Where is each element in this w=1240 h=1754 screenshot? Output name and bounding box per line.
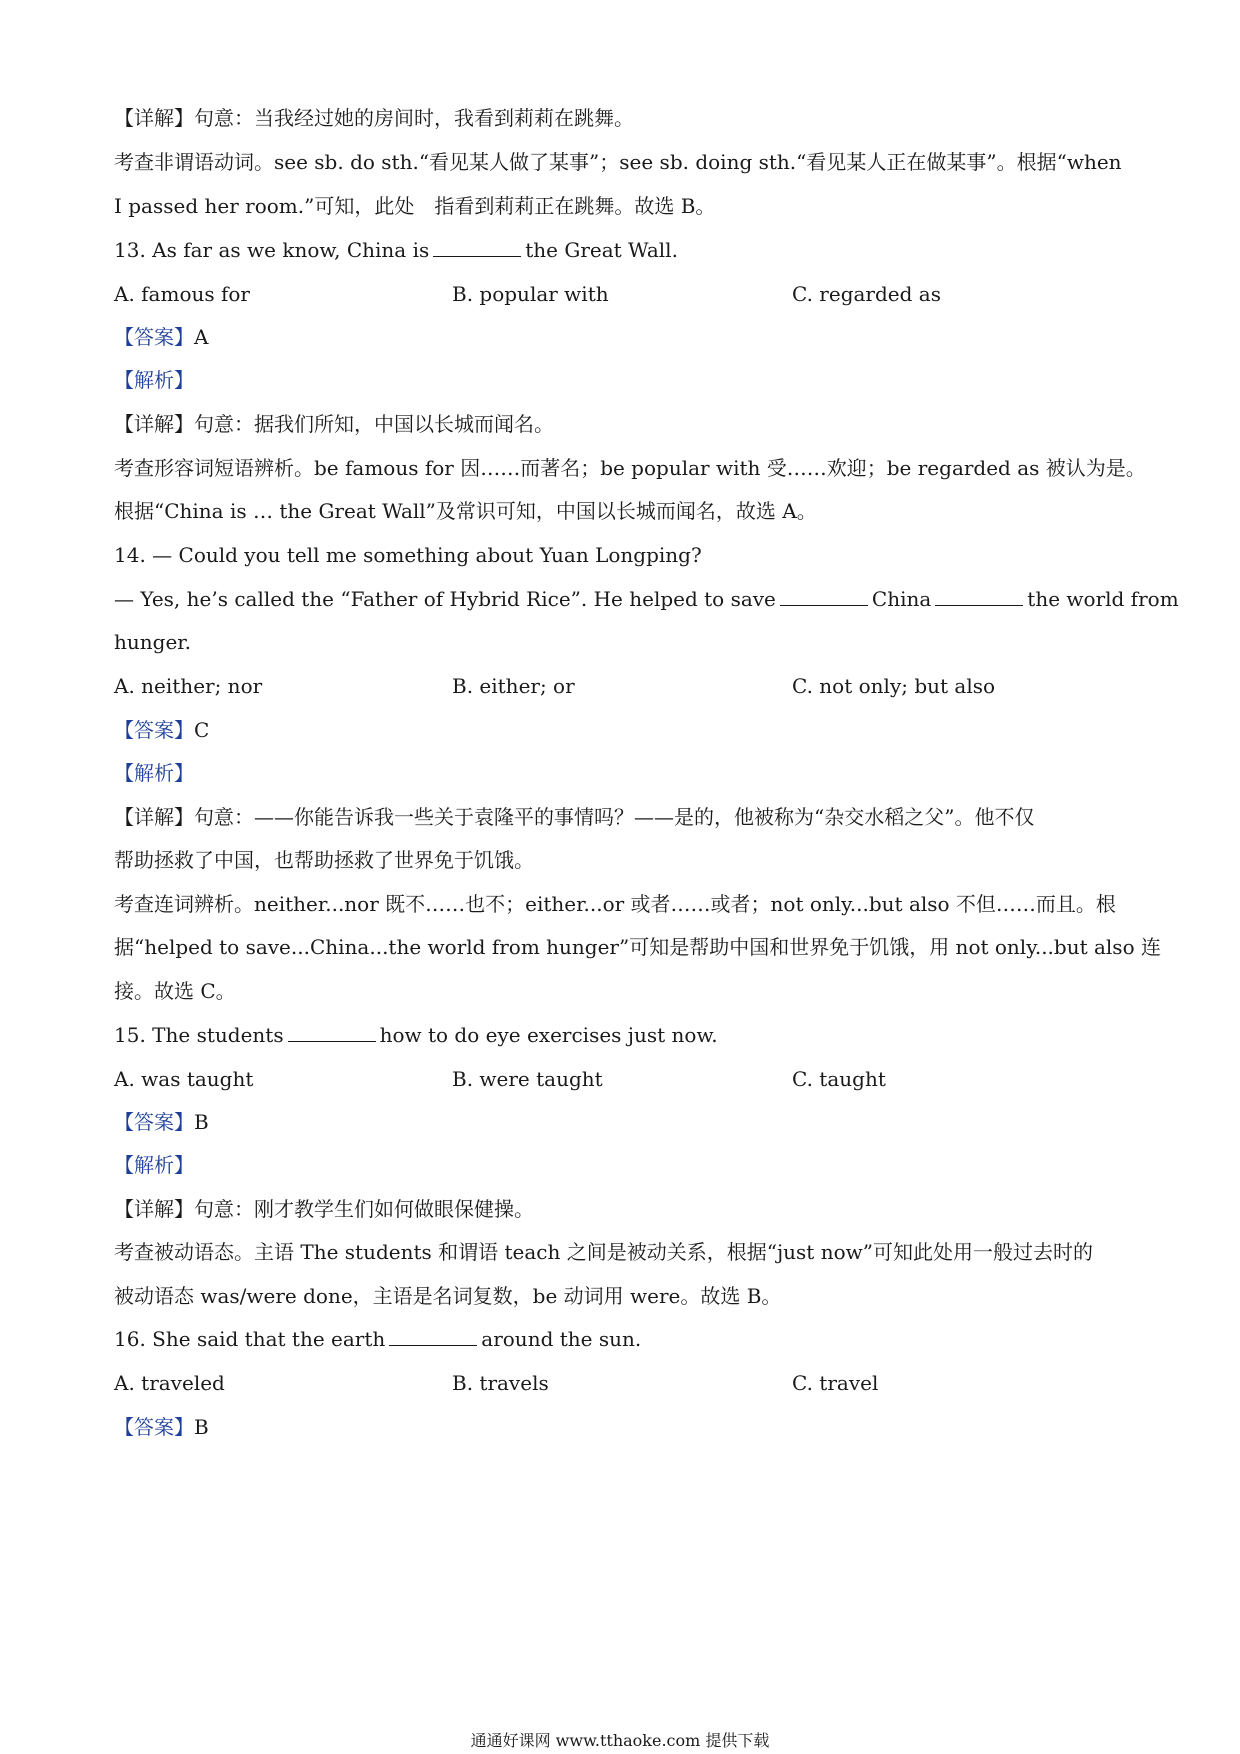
prev-detail (114, 104, 1134, 132)
answer-tag: 【答案】 (114, 1415, 194, 1439)
q15-analysis-line-2: 被动语态 was/were done，主语是名词复数，be 动词用 were。故选 B。 (114, 1284, 782, 1308)
q14-answer-value: C (194, 718, 210, 742)
detail-tag: 【详解】 (114, 805, 194, 829)
detail-tag: 【详解】 (114, 106, 194, 130)
q13-answer (114, 323, 1134, 351)
q15-stem-start: 15. The students (114, 1023, 284, 1047)
q16-answer-value: B (194, 1415, 209, 1439)
q14-stem-part-2: China (871, 587, 932, 611)
q16-option-c: C. travel (792, 1371, 879, 1395)
q15-stem-end: how to do eye exercises just now. (379, 1023, 718, 1047)
q14-detail-line-1 (114, 803, 1134, 831)
jiexi-tag: 【解析】 (114, 368, 194, 392)
q14-option-b: B. either; or (452, 674, 575, 698)
q13-detail (114, 410, 1134, 438)
q14-detail-line-2: 帮助拯救了中国，也帮助拯救了世界免于饥饿。 (114, 848, 534, 872)
answer-tag: 【答案】 (114, 325, 194, 349)
q14-stem-line-1: 14. — Could you tell me something about Yuan Longping? (114, 543, 702, 567)
q13-stem-end: the Great Wall. (525, 238, 678, 262)
answer-blank (780, 587, 868, 606)
q14-analysis-line-1: 考查连词辨析。neither...nor 既不……也不；either...or 或者……或者；not only...but also 不但……而且。根 (114, 892, 1116, 916)
q14-analysis-line-3: 接。故选 C。 (114, 979, 236, 1003)
q14-stem-part-1: — Yes, he’s called the “Father of Hybrid Rice”. He helped to save (114, 587, 776, 611)
prev-analysis-line-1: 考查非谓语动词。see sb. do sth.“看见某人做了某事”；see sb. doing sth.“看见某人正在做某事”。根据“when (114, 150, 1122, 174)
q14-jiexi (114, 759, 1134, 787)
q16-stem-end: around the sun. (481, 1327, 642, 1351)
q14-stem-line-2 (114, 585, 1179, 613)
q15-detail (114, 1195, 1134, 1223)
q15-answer (114, 1108, 1134, 1136)
answer-tag: 【答案】 (114, 718, 194, 742)
q14-analysis-line-2: 据“helped to save...China...the world from hunger”可知是帮助中国和世界免于饥饿，用 not only...but also 连 (114, 935, 1161, 959)
q15-option-a: A. was taught (114, 1067, 254, 1091)
q14-detail-text: 句意：——你能告诉我一些关于袁隆平的事情吗？——是的，他被称为“杂交水稻之父”。他不仅 (194, 805, 1035, 829)
q16-stem-start: 16. She said that the earth (114, 1327, 386, 1351)
answer-blank (433, 238, 521, 257)
q13-analysis-line-2: 根据“China is … the Great Wall”及常识可知，中国以长城而闻名，故选 A。 (114, 499, 817, 523)
q14-stem-line-3: hunger. (114, 630, 192, 654)
page-footer: 通通好课网 www.tthaoke.com 提供下载 (470, 1731, 770, 1750)
q13-detail-text: 句意：据我们所知，中国以长城而闻名。 (194, 412, 554, 436)
q13-jiexi (114, 366, 1134, 394)
q15-analysis-line-1: 考查被动语态。主语 The students 和谓语 teach 之间是被动关系，根据“just now”可知此处用一般过去时的 (114, 1240, 1093, 1264)
q13-option-c: C. regarded as (792, 282, 941, 306)
answer-blank (935, 587, 1023, 606)
q13-answer-value: A (194, 325, 209, 349)
q16-option-b: B. travels (452, 1371, 549, 1395)
q15-detail-text: 句意：刚才教学生们如何做眼保健操。 (194, 1197, 534, 1221)
q13-option-a: A. famous for (114, 282, 250, 306)
answer-blank (288, 1023, 376, 1042)
prev-analysis-line-2: I passed her room.”可知，此处 指看到莉莉正在跳舞。故选 B。 (114, 194, 716, 218)
q16-stem (114, 1325, 1134, 1353)
q16-option-a: A. traveled (114, 1371, 225, 1395)
detail-text: 句意：当我经过她的房间时，我看到莉莉在跳舞。 (194, 106, 634, 130)
q14-option-a: A. neither; nor (114, 674, 263, 698)
q14-answer (114, 716, 1134, 744)
q15-stem (114, 1021, 1134, 1049)
q14-stem-part-3: the world from (1027, 587, 1179, 611)
q13-option-b: B. popular with (452, 282, 609, 306)
answer-blank (389, 1327, 477, 1346)
q13-stem-start: 13. As far as we know, China is (114, 238, 430, 262)
q14-option-c: C. not only; but also (792, 674, 996, 698)
q16-answer (114, 1413, 1134, 1441)
jiexi-tag: 【解析】 (114, 761, 194, 785)
detail-tag: 【详解】 (114, 1197, 194, 1221)
q13-stem (114, 236, 1134, 264)
answer-tag: 【答案】 (114, 1110, 194, 1134)
q15-option-b: B. were taught (452, 1067, 603, 1091)
q15-jiexi (114, 1151, 1134, 1179)
detail-tag: 【详解】 (114, 412, 194, 436)
q15-option-c: C. taught (792, 1067, 886, 1091)
jiexi-tag: 【解析】 (114, 1153, 194, 1177)
q15-answer-value: B (194, 1110, 209, 1134)
q13-analysis-line-1: 考查形容词短语辨析。be famous for 因……而著名；be popular with 受……欢迎；be regarded as 被认为是。 (114, 456, 1146, 480)
